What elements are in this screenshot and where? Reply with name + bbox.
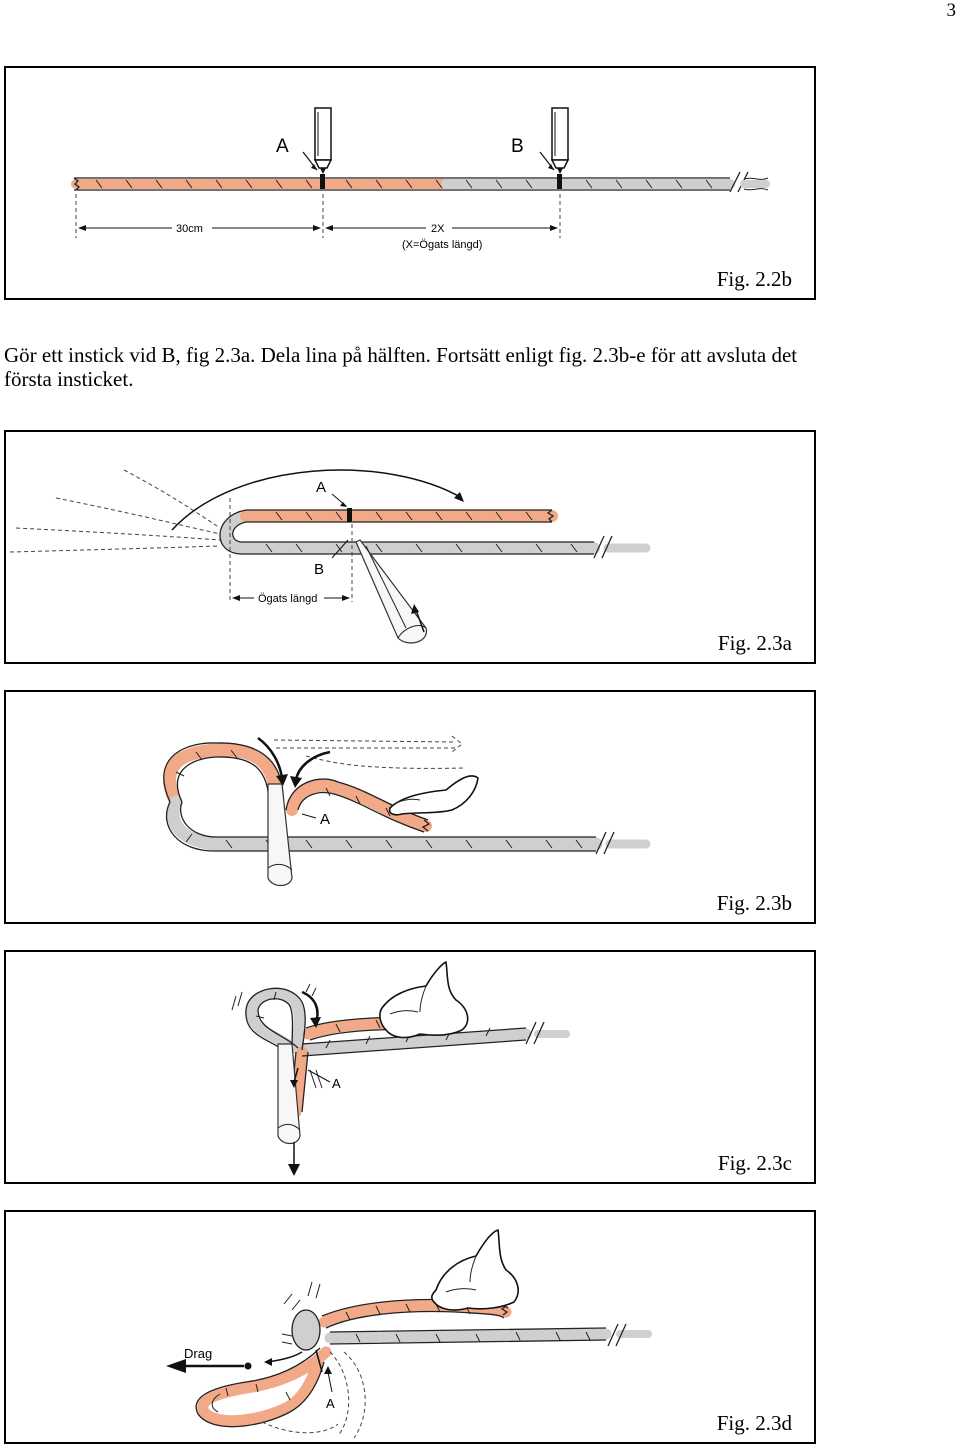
fid-tool-icon bbox=[356, 540, 426, 643]
label-eye-length-note: (X=Ögats längd) bbox=[402, 239, 483, 251]
figure-2-3b-panel bbox=[4, 690, 816, 924]
label-point-a: A bbox=[316, 479, 327, 496]
figure-caption: Fig. 2.3a bbox=[717, 631, 792, 655]
figure-2-3c-panel bbox=[4, 950, 816, 1184]
marker-pen-a-icon bbox=[315, 108, 331, 174]
figure-2-3d-panel bbox=[4, 1210, 816, 1444]
figure-2-3c-illustration bbox=[6, 952, 818, 1186]
instruction-text: Gör ett instick vid B, fig 2.3a. Dela lina på hälften. Fortsätt enligt fig. 2.3b-e för att avsluta det första insticket. bbox=[4, 343, 798, 391]
label-point-b: B bbox=[511, 136, 524, 157]
label-point-a: A bbox=[332, 1076, 341, 1091]
mark-a bbox=[320, 174, 325, 189]
marker-pen-b-icon bbox=[552, 108, 568, 174]
label-30cm: 30cm bbox=[176, 223, 203, 235]
label-point-a: A bbox=[326, 1396, 335, 1411]
mark-b bbox=[557, 174, 562, 189]
label-drag: Drag bbox=[184, 1346, 213, 1361]
page-number: 3 bbox=[946, 0, 956, 21]
figure-caption: Fig. 2.3c bbox=[717, 1151, 792, 1175]
hand-icon bbox=[432, 1230, 518, 1310]
figure-2-3d-illustration bbox=[6, 1212, 818, 1446]
label-point-a: A bbox=[320, 811, 331, 828]
figure-2-3a-panel bbox=[4, 430, 816, 664]
label-eye-length: Ögats längd bbox=[258, 593, 318, 605]
figure-2-3b-illustration bbox=[6, 692, 818, 926]
figure-caption: Fig. 2.2b bbox=[716, 267, 792, 291]
label-point-b: B bbox=[314, 561, 325, 578]
figure-caption: Fig. 2.3b bbox=[716, 891, 792, 915]
label-point-a: A bbox=[276, 136, 289, 157]
figure-2-2b-panel bbox=[4, 66, 816, 300]
figure-2-2b-illustration bbox=[6, 68, 818, 302]
hand-icon bbox=[390, 776, 478, 815]
figure-2-3a-illustration bbox=[6, 432, 818, 666]
hand-icon bbox=[380, 962, 468, 1037]
label-2x: 2X bbox=[431, 223, 445, 235]
figure-caption: Fig. 2.3d bbox=[716, 1411, 792, 1435]
